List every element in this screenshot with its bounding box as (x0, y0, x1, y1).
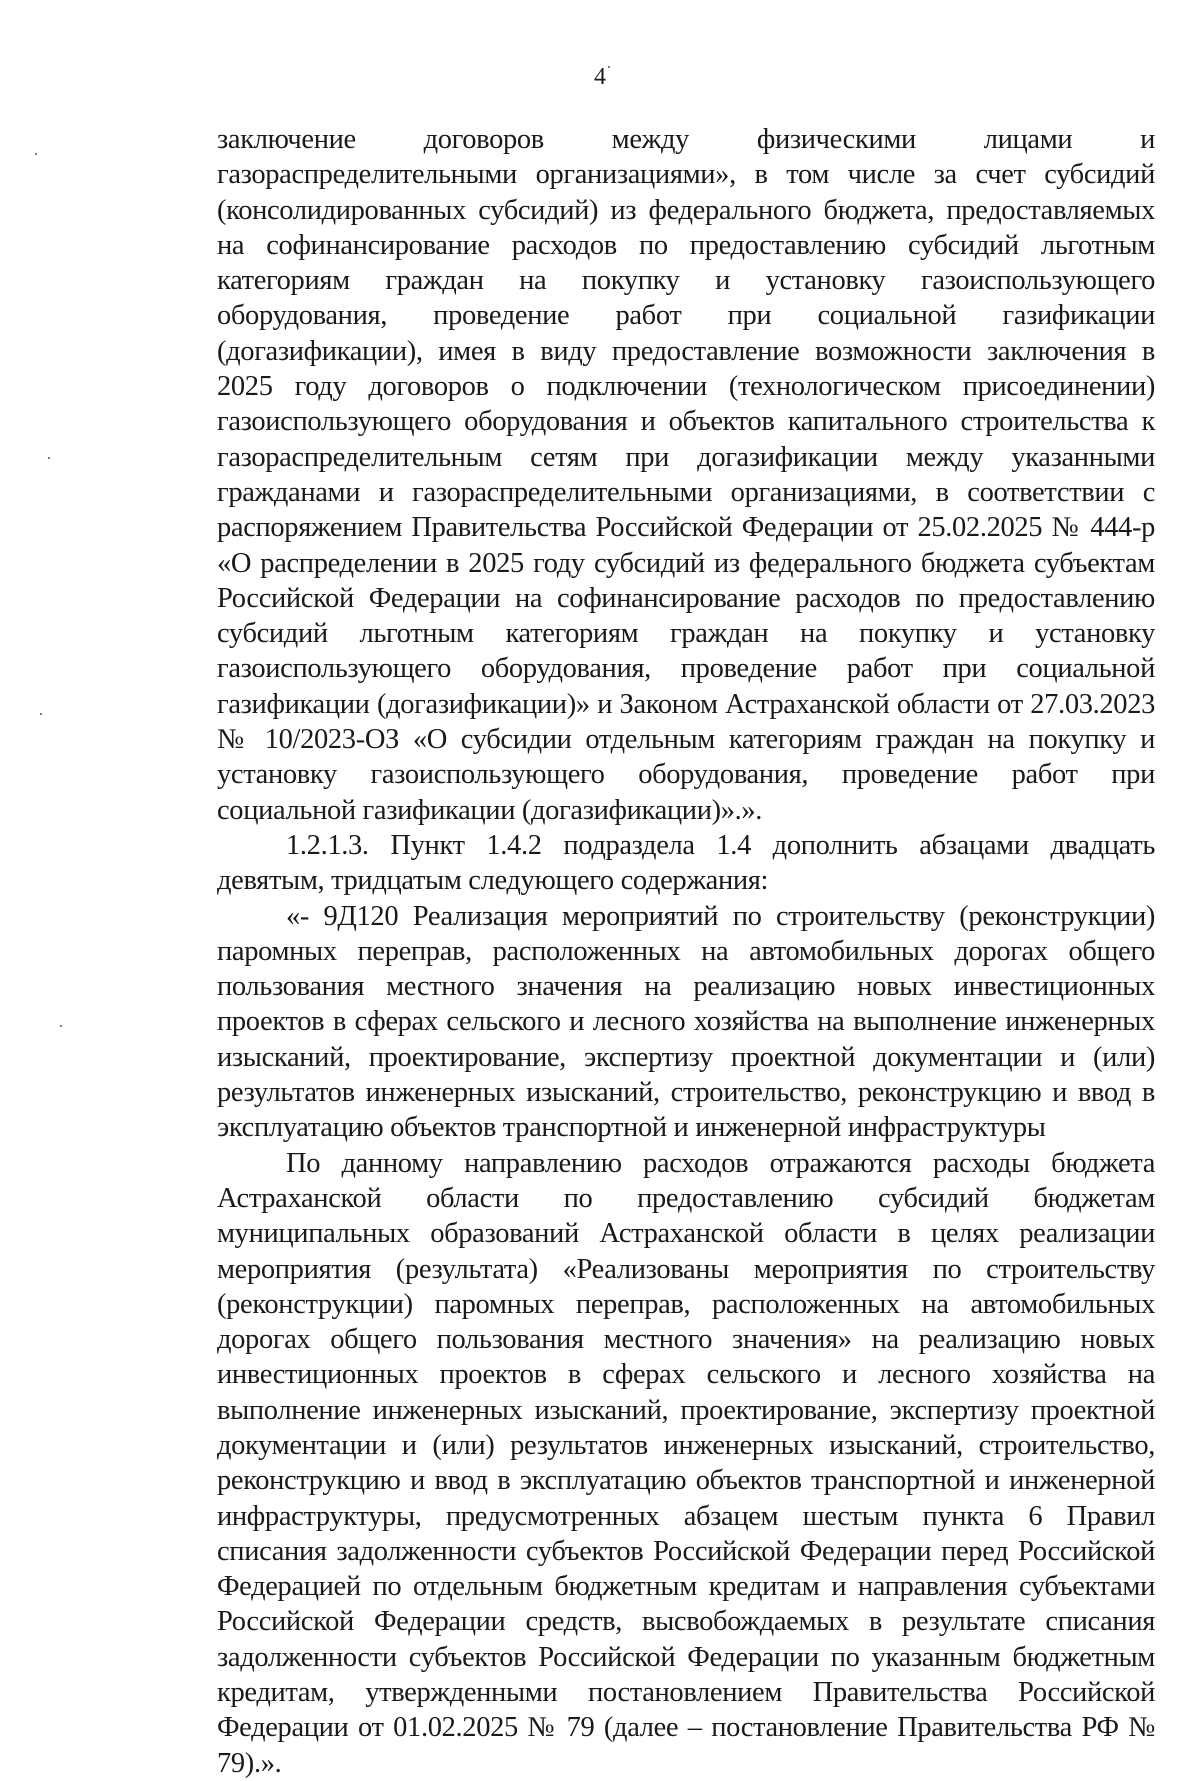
scan-speck (48, 457, 50, 459)
paragraph-continuation: заключение договоров между физическими лицами и газораспределительными организациями», в том числе за счет субсидий (консолидированных субсидий) из федерального бюджета, предоставляемых на софинансирование расходов по предоставлению субсидий льготным категориям граждан на покупку и установку газоиспользующего оборудования, проведение работ при социальной газификации (догазификации), имея в виду предоставление возможности заключения в 2025 году договоров о подключении (технологическом присоединении) газоиспользующего оборудования и объектов капитального строительства к газораспределительным сетям при догазификации между указанными гражданами и газораспределительными организациями, в соответствии с распоряжением Правительства Российской Федерации от 25.02.2025 № 444-р «О распределении в 2025 году субсидий из федерального бюджета субъектам Российской Федерации на софинансирование расходов по предоставлению субсидий льготным категориям граждан на покупку и установку газоиспользующего оборудования, проведение работ при социальной газификации (догазификации)» и Законом Астраханской области от 27.03.2023 № 10/2023-ОЗ «О субсидии отдельным категориям граждан на покупку и установку газоиспользующего оборудования, проведение работ при социальной газификации (догазификации)».». (217, 124, 1155, 826)
page-number: 4 (594, 64, 606, 90)
scan-speck (608, 66, 610, 68)
scan-speck (40, 713, 42, 715)
paragraph-expense-code-9d120: «- 9Д120 Реализация мероприятий по строительству (реконструкции) паромных переправ, расположенных на автомобильных дорогах общего пользования местного значения на реализацию новых инвестиционных проектов в сферах сельского и лесного хозяйства на выполнение инженерных изысканий, проектирование, экспертизу проектной документации и (или) результатов инженерных изысканий, строительство, реконструкцию и ввод в эксплуатацию объектов транспортной и инженерной инфраструктуры (217, 900, 1155, 1144)
scan-speck (60, 1025, 62, 1027)
paragraph-clause-1-2-1-3: 1.2.1.3. Пункт 1.4.2 подраздела 1.4 дополнить абзацами двадцать девятым, тридцатым следующего содержания: (217, 829, 1155, 897)
paragraph-expense-description: По данному направлению расходов отражаются расходы бюджета Астраханской области по предоставлению субсидий бюджетам муниципальных образований Астраханской области в целях реализации мероприятия (результата) «Реализованы мероприятия по строительству (реконструкции) паромных переправ, расположенных на автомобильных дорогах общего пользования местного значения» на реализацию новых инвестиционных проектов в сферах сельского и лесного хозяйства на выполнение инженерных изысканий, проектирование, экспертизу проектной документации и (или) результатов инженерных изысканий, строительство, реконструкцию и ввод в эксплуатацию объектов транспортной и инженерной инфраструктуры, предусмотренных абзацем шестым пункта 6 Правил списания задолженности субъектов Российской Федерации перед Российской Федерацией по отдельным бюджетным кредитам и направления субъектами Российской Федерации средств, высвобождаемых в результате списания задолженности субъектов Российской Федерации по указанным бюджетным кредитам, утвержденными постановлением Правительства Российской Федерации от 01.02.2025 № 79 (далее – постановление Правительства РФ № 79).». (217, 1147, 1155, 1779)
document-body (217, 122, 1155, 1781)
scan-speck (35, 153, 37, 155)
